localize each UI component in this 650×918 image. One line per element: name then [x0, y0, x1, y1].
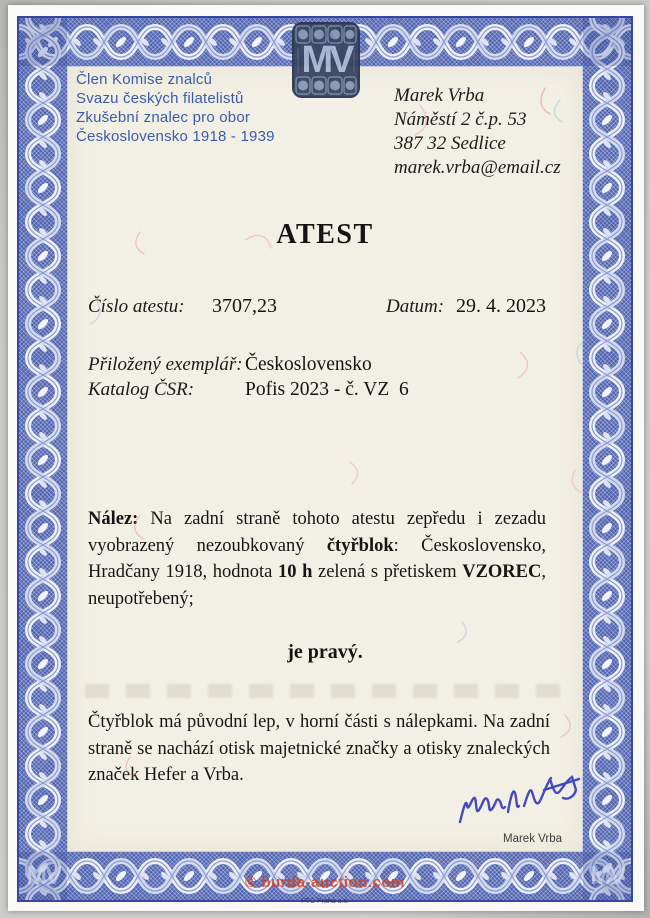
credential-line: Svazu českých filatelistů: [76, 90, 244, 107]
mv-corner-watermark: MV: [590, 862, 624, 890]
expert-address: [394, 84, 561, 180]
signature: [448, 770, 588, 836]
exemplar-label: Přiložený exemplář:: [88, 354, 243, 375]
mv-corner-watermark: MV: [26, 862, 60, 890]
address-line: Náměstí 2 č.p. 53: [394, 109, 527, 130]
mv-monogram-emblem: [292, 22, 360, 98]
catalog-label: Katalog ČSR:: [88, 379, 195, 400]
number-value: 3707,23: [212, 295, 277, 317]
auction-watermark: © burda-auction.com: [245, 874, 405, 891]
number-label: Číslo atestu:: [88, 296, 185, 317]
address-line: marek.vrba@email.cz: [394, 157, 561, 178]
date-value: 29. 4. 2023: [456, 295, 546, 317]
expert-credentials: [76, 70, 275, 146]
credential-line: Československo 1918 - 1939: [76, 128, 275, 145]
date-label: Datum:: [386, 296, 445, 317]
address-line: 387 32 Sedlice: [394, 133, 506, 154]
mv-monogram-text: MV: [301, 39, 351, 81]
certificate-title: ATEST: [276, 219, 374, 250]
printer-imprint: PTC Praha a.s.: [301, 898, 349, 905]
reverse-showthrough: [85, 684, 573, 698]
verdict-text: je pravý.: [287, 641, 363, 663]
finding-paragraph: Nález: Na zadní straně tohoto atestu zepředu i zezadu vyobrazený nezoubkovaný čtyřblok: Československo, Hradčany 1918, hodnota 10 h zelená s přetiskem VZOREC, neupotřebený;: [88, 509, 546, 609]
catalog-value: Pofis 2023 - č. VZ 6: [245, 379, 409, 400]
signature-caption: Marek Vrba: [503, 833, 563, 845]
note-paragraph: Čtyřblok má původní lep, v horní části s nálepkami. Na zadní straně se nachází otisk majetnické značky a otisky znaleckých značek Hefer a Vrba.: [88, 712, 550, 785]
address-line: Marek Vrba: [394, 85, 485, 106]
exemplar-value: Československo: [245, 354, 372, 375]
credential-line: Člen Komise znalců: [76, 71, 213, 88]
credential-line: Zkušební znalec pro obor: [76, 109, 251, 126]
